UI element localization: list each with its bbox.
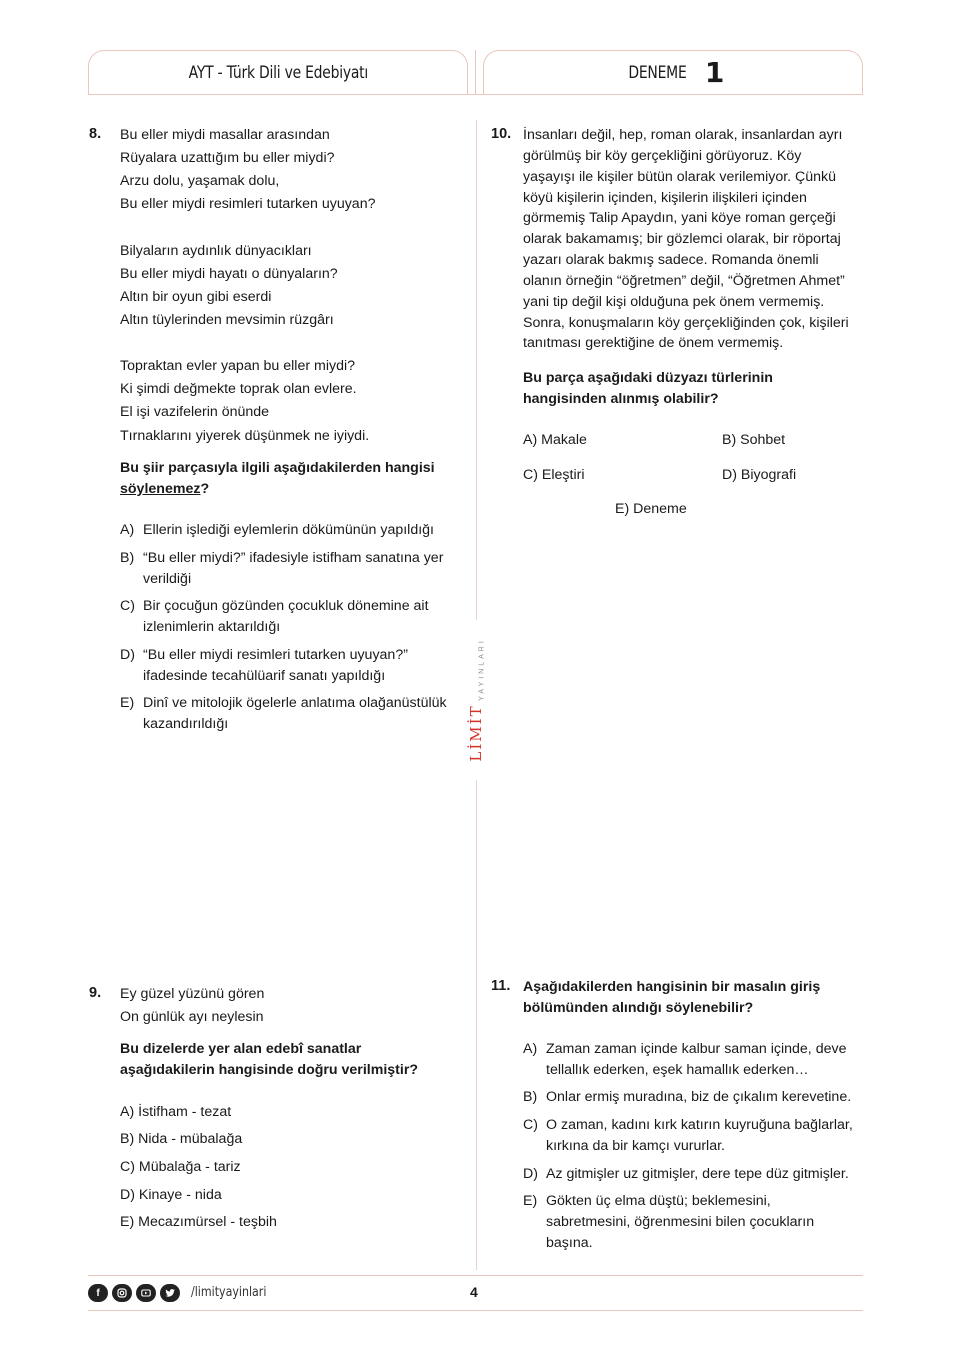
option-text[interactable]: “Bu eller miydi resimleri tutarken uyuyan?” (143, 647, 408, 663)
option-text[interactable]: başına. (546, 1235, 593, 1251)
option-text[interactable]: Az gitmişler uz gitmişler, dere tepe düz gitmişler. (546, 1166, 849, 1182)
option-text[interactable]: kırkına da bir kamçı vururlar. (546, 1138, 725, 1154)
option-text[interactable]: kazandırıldığı (143, 716, 229, 732)
question-8-number: 8. (89, 126, 102, 142)
column-divider-bottom (476, 780, 477, 1270)
instagram-icon[interactable] (112, 1284, 132, 1302)
question-11-number: 11. (491, 978, 511, 994)
subject-header (88, 50, 468, 94)
option-text[interactable]: “Bu eller miydi?” ifadesiyle istifham sanatına yer (143, 550, 444, 566)
poem-line: Altın bir oyun gibi eserdi (120, 289, 272, 305)
passage-line: yani tip değil kişi olduğuna pek önem vermemiş. (523, 294, 825, 310)
column-divider-top (476, 120, 477, 620)
poem-line: Ki şimdi değmekte toprak olan evlere. (120, 381, 357, 397)
passage-line: görmemiş Talip Apaydın, yani köye roman gerçeği (523, 210, 836, 226)
option-text[interactable]: tellallık ederken, eşek hamallık ederken… (546, 1062, 809, 1078)
twitter-icon[interactable] (160, 1284, 180, 1302)
poem-line: Altın tüylerinden mevsimin rüzgârı (120, 312, 334, 328)
question-8-prompt: Bu şiir parçasıyla ilgili aşağıdakilerden hangisi (120, 460, 435, 476)
option-text[interactable]: Onlar ermiş muradına, biz de çıkalım kerevetine. (546, 1089, 852, 1105)
verse-line: On günlük ayı neylesin (120, 1009, 264, 1025)
option-letter[interactable]: B) (523, 1089, 538, 1105)
option-b[interactable]: B) Nida - mübalağa (120, 1131, 243, 1147)
option-b[interactable]: B) Sohbet (722, 432, 786, 448)
option-c[interactable]: C) Mübalağa - tariz (120, 1159, 241, 1175)
exam-title: DENEME (628, 62, 687, 83)
passage-line: görülmüş bir köy gerçekliğini görüyoruz. Köy (523, 148, 802, 164)
poem-line: Bu eller miydi masallar arasından (120, 127, 330, 143)
poem-line: Arzu dolu, yaşamak dolu, (120, 173, 280, 189)
publisher-name: LİMİT (467, 704, 485, 762)
option-text[interactable]: O zaman, kadını kırk katırın kuyruğuna bağlarlar, (546, 1117, 853, 1133)
question-9-prompt: Bu dizelerde yer alan edebî sanatlar (120, 1041, 362, 1057)
option-text[interactable]: sabretmesini, öğrenmesini bilen çocukların (546, 1214, 815, 1230)
poem-line: Topraktan evler yapan bu eller miydi? (120, 358, 356, 374)
social-links (88, 1284, 180, 1302)
option-text[interactable]: ifadesinde tecahülüarif sanatı yapıldığı (143, 668, 386, 684)
option-text[interactable]: Zaman zaman içinde kalbur saman içinde, deve (546, 1041, 847, 1057)
option-letter[interactable]: A) (523, 1041, 538, 1057)
option-text[interactable]: izlenimlerin aktarıldığı (143, 619, 281, 635)
option-a[interactable]: A) İstifham - tezat (120, 1104, 232, 1120)
poem-line: Bilyaların aydınlık dünyacıkları (120, 243, 312, 259)
option-letter[interactable]: E) (523, 1193, 538, 1209)
exam-number: 1 (704, 56, 725, 89)
option-e[interactable]: E) Deneme (615, 501, 687, 517)
question-9-prompt: aşağıdakilerin hangisinde doğru verilmiştir? (120, 1062, 419, 1078)
option-text[interactable]: verildiği (143, 571, 192, 587)
option-text[interactable]: Gökten üç elma düştü; beklemesini, (546, 1193, 771, 1209)
option-letter[interactable]: C) (120, 598, 135, 614)
header-divider-mid (475, 50, 476, 95)
passage-line: yazarı olarak bakmış sadece. Romanda önemli (523, 252, 819, 268)
social-handle[interactable]: /limityayinlari (191, 1285, 267, 1300)
poem-line: Rüyalara uzattığım bu eller miydi? (120, 150, 335, 166)
poem-line: Bu eller miydi resimleri tutarken uyuyan? (120, 196, 376, 212)
facebook-icon[interactable]: f (88, 1284, 108, 1302)
option-e[interactable]: E) Mecazımürsel - teşbih (120, 1214, 277, 1230)
option-text[interactable]: Ellerin işlediği eylemlerin dökümünün yapıldığı (143, 522, 434, 538)
question-11-prompt: bölümünden alındığı söylenebilir? (523, 1000, 754, 1016)
negation-word: söylenemez (120, 481, 201, 497)
footer-divider (88, 1275, 863, 1276)
passage-line: olarak bakamamış; bir gözlemci olarak, bir röportaj (523, 231, 841, 247)
option-letter[interactable]: D) (120, 647, 135, 663)
question-11-prompt: Aşağıdakilerden hangisinin bir masalın giriş (523, 979, 821, 995)
option-d[interactable]: D) Kinaye - nida (120, 1187, 222, 1203)
option-text[interactable]: Dinî ve mitolojik ögelerle anlatıma olağanüstülük (143, 695, 447, 711)
publisher-logo (466, 636, 488, 766)
option-letter[interactable]: E) (120, 695, 135, 711)
exam-header (483, 50, 863, 94)
verse-line: Ey güzel yüzünü gören (120, 986, 265, 1002)
option-c[interactable]: C) Eleştiri (523, 467, 585, 483)
question-10-prompt: hangisinden alınmış olabilir? (523, 391, 719, 407)
footer-bottom-line (88, 1310, 863, 1311)
passage-line: İnsanları değil, hep, roman olarak, insanlardan ayrı (523, 127, 843, 143)
subject-title: AYT - Türk Dili ve Edebiyatı (188, 62, 368, 83)
passage-line: yaşayışı ile kişiler bütün olarak verilemiyor. Çünkü (523, 169, 837, 185)
page-number: 4 (470, 1284, 478, 1300)
passage-line: olanın örneğin “öğretmen” değil, “Öğretmen Ahmet” (523, 273, 845, 289)
question-mark: ? (200, 481, 210, 497)
option-letter[interactable]: D) (523, 1166, 538, 1182)
passage-line: tanıtması gerektiğine de önem vermemiş. (523, 335, 784, 351)
poem-line: Tırnaklarını yiyerek düşünmek ne iyiydi. (120, 428, 370, 444)
option-letter[interactable]: B) (120, 550, 135, 566)
option-letter[interactable]: C) (523, 1117, 538, 1133)
option-a[interactable]: A) Makale (523, 432, 587, 448)
option-text[interactable]: Bir çocuğun gözünden çocukluk dönemine ait (143, 598, 429, 614)
passage-line: Sonra, konuşmaların köy gerçekliğinden çok, kişileri (523, 315, 849, 331)
option-letter[interactable]: A) (120, 522, 135, 538)
poem-line: El işi vazifelerin önünde (120, 404, 270, 420)
poem-line: Bu eller miydi hayatı o dünyaların? (120, 266, 338, 282)
question-9-number: 9. (89, 985, 102, 1001)
publisher-sub: YAYINLARI (478, 638, 486, 701)
question-8-prompt-end (120, 479, 209, 499)
question-10-prompt: Bu parça aşağıdaki düzyazı türlerinin (523, 370, 773, 386)
youtube-icon[interactable] (136, 1284, 156, 1302)
passage-line: köyü kişilerin içinden, kişilerin ilişkileri içinden (523, 190, 807, 206)
option-d[interactable]: D) Biyografi (722, 467, 797, 483)
question-10-number: 10. (491, 126, 512, 142)
